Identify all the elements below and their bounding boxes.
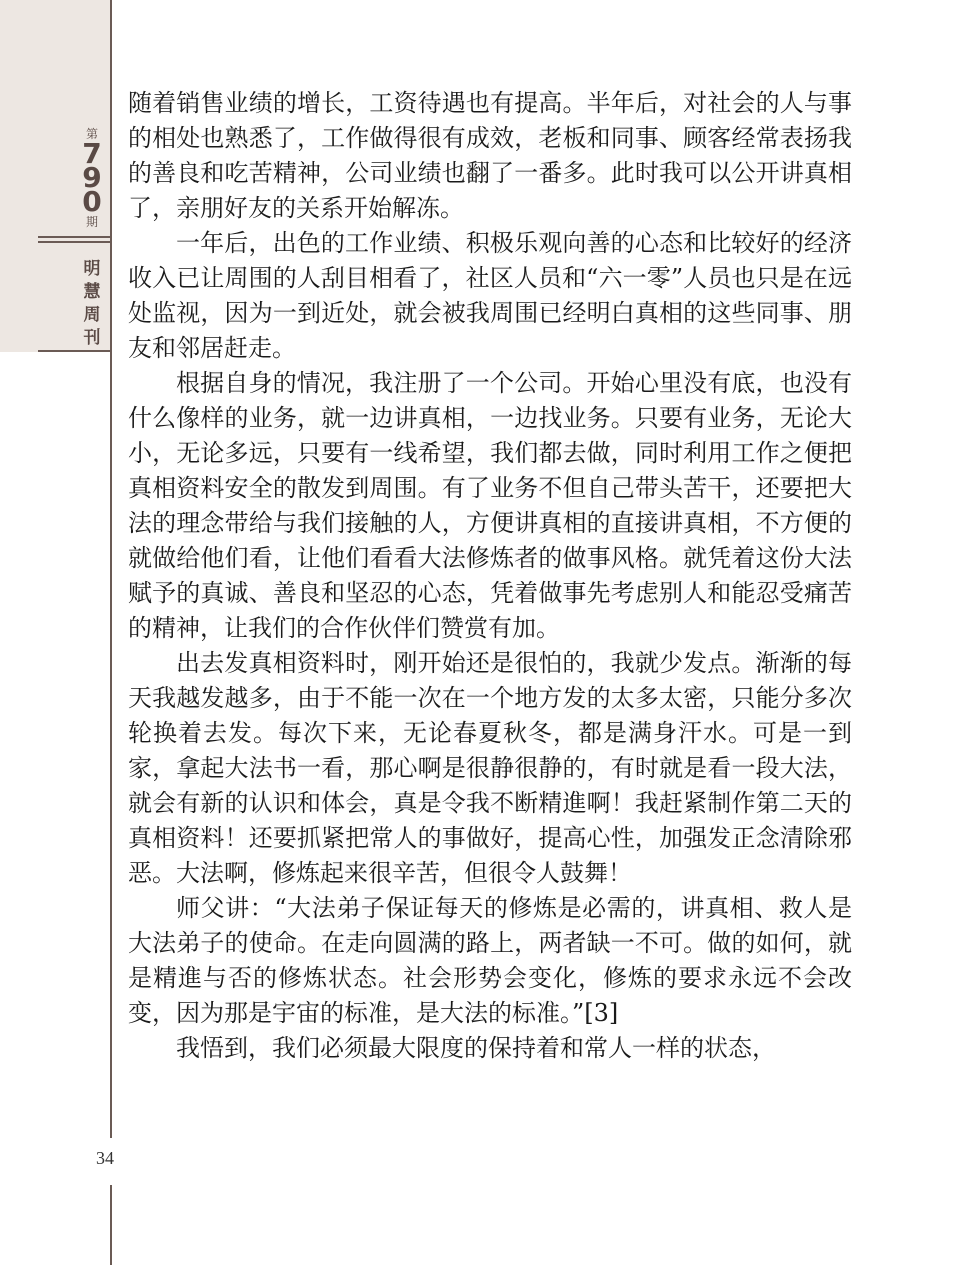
publication-char: 慧 <box>83 282 101 302</box>
publication-char: 周 <box>83 305 101 325</box>
sidebar-divider <box>38 236 112 238</box>
sidebar-bottom-rule <box>38 350 112 352</box>
article-body <box>128 86 852 1066</box>
paragraph: 我悟到，我们必须最大限度的保持着和常人一样的状态， <box>176 1034 776 1062</box>
issue-number <box>62 126 122 230</box>
paragraph: 根据自身的情况，我注册了一个公司。开始心里没有底，也没有什么像样的业务，就一边讲真相，一边找业务。只要有业务，无论大小，无论多远，只要有一线希望，我们都去做，同时利用工作之便把真相资料安全的散发到周围。有了业务不但自己带头苦干，还要把大法的理念带给与我们接触的人，方便讲真相的直接讲真相，不方便的就做给他们看，让他们看看大法修炼者的做事风格。就凭着这份大法赋予的真诚、善良和坚忍的心态，凭着做事先考虑别人和能忍受痛苦的精神，让我们的合作伙伴们赞赏有加。 <box>128 369 852 642</box>
publication-char: 刊 <box>83 328 101 348</box>
page-number: 34 <box>96 1148 114 1168</box>
issue-digit: 9 <box>82 161 102 194</box>
issue-prefix: 第 <box>85 127 98 141</box>
paragraph: 出去发真相资料时，刚开始还是很怕的，我就少发点。渐渐的每天我越发越多，由于不能一次在一个地方发的太多太密，只能分多次轮换着去发。每次下来，无论春夏秋冬，都是满身汗水。可是一到家，拿起大法书一看，那心啊是很静很静的，有时就是看一段大法，就会有新的认识和体会，真是令我不断精進啊！我赶紧制作第二天的真相资料！还要抓紧把常人的事做好，提高心性，加强发正念清除邪恶。大法啊，修炼起来很辛苦，但很令人鼓舞！ <box>128 649 852 887</box>
issue-digit: 7 <box>82 137 102 170</box>
publication-char: 明 <box>83 259 101 279</box>
margin-rule-bottom <box>110 1185 112 1265</box>
sidebar-divider-secondary <box>38 241 112 243</box>
publication-name <box>62 258 122 350</box>
paragraph: 师父讲：“大法弟子保证每天的修炼是必需的，讲真相、救人是大法弟子的使命。在走向圆满的路上，两者缺一不可。做的如何，就是精進与否的修炼状态。社会形势会变化，修炼的要求永远不会改变，因为那是宇宙的标准，是大法的标准。”[3] <box>128 894 852 1027</box>
paragraph: 一年后，出色的工作业绩、积极乐观向善的心态和比较好的经济收入已让周围的人刮目相看了，社区人员和“六一零”人员也只是在远处监视，因为一到近处，就会被我周围已经明白真相的这些同事、朋友和邻居赶走。 <box>128 229 852 362</box>
issue-suffix: 期 <box>85 215 98 229</box>
issue-digit: 0 <box>82 185 102 218</box>
paragraph: 随着销售业绩的增长，工资待遇也有提高。半年后，对社会的人与事的相处也熟悉了，工作做得很有成效，老板和同事、顾客经常表扬我的善良和吃苦精神，公司业绩也翻了一番多。此时我可以公开讲真相了，亲朋好友的关系开始解冻。 <box>128 89 852 222</box>
